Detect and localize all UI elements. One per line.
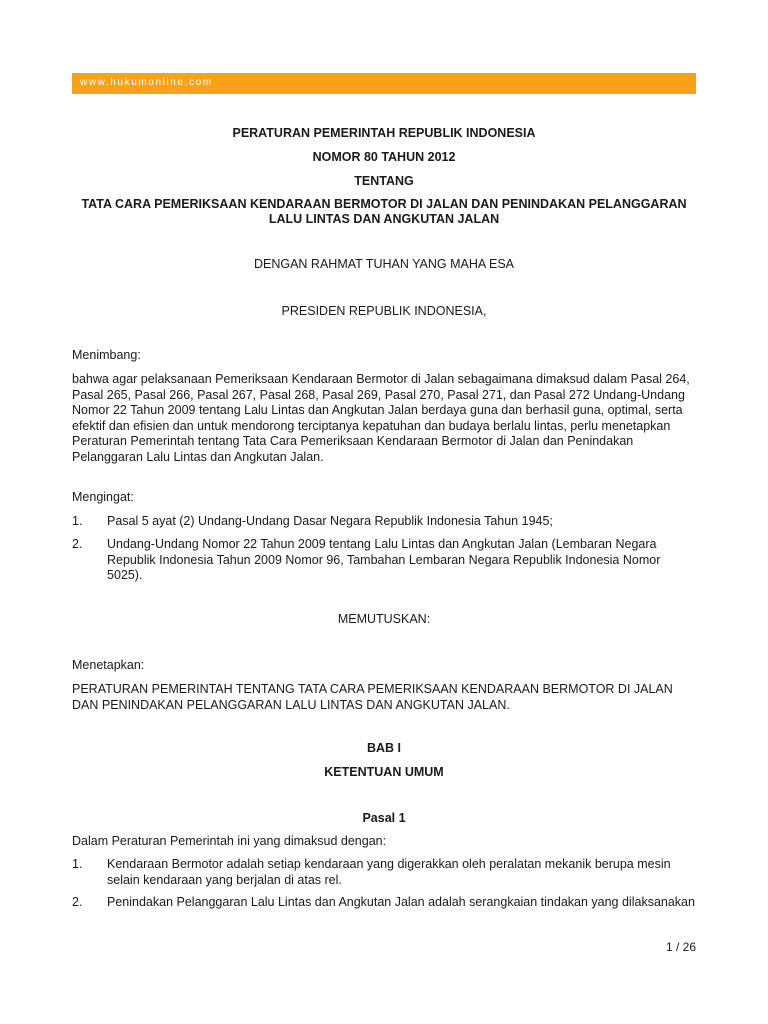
site-url: www.hukumonline.com — [80, 77, 213, 88]
pasal-1-title: Pasal 1 — [362, 811, 406, 825]
mengingat-item-2-line: Republik Indonesia Tahun 2009 Nomor 96, Tambahan Lembaran Negara Republik Indonesia Nomor — [107, 552, 661, 567]
mengingat-item-1-text — [107, 514, 697, 530]
menetapkan-text — [72, 682, 696, 713]
menimbang-line: efektif dan efisien dan untuk mendorong terciptanya kepatuhan dan budaya berlalu lintas, perlu menetapkan — [72, 418, 671, 433]
menimbang-line: Peraturan Pemerintah tentang Tata Cara Pemeriksaan Kendaraan Bermotor di Jalan dan Penindakan — [72, 434, 634, 448]
menimbang-line: Pasal 265, Pasal 266, Pasal 267, Pasal 268, Pasal 269, Pasal 270, Pasal 271, dan Pasal 272 Undang-Undang — [72, 387, 685, 402]
rahmat-line: DENGAN RAHMAT TUHAN YANG MAHA ESA — [253, 257, 514, 271]
pasal-1-item-1-line: selain kendaraan yang berjalan di atas rel. — [107, 872, 342, 887]
title-line-4b: LALU LINTAS DAN ANGKUTAN JALAN — [268, 212, 500, 226]
mengingat-item-2-text — [107, 537, 697, 584]
title-line-4a: TATA CARA PEMERIKSAAN KENDARAAN BERMOTOR DI JALAN DAN PENINDAKAN PELANGGARAN — [81, 197, 687, 211]
pasal-1-item-2-text — [107, 895, 697, 911]
menimbang-label: Menimbang: — [72, 348, 141, 362]
menimbang-line: bahwa agar pelaksanaan Pemeriksaan Kendaraan Bermotor di Jalan sebagaimana dimaksud dalam Pasal 264, — [72, 372, 690, 386]
title-line-2: NOMOR 80 TAHUN 2012 — [312, 150, 456, 164]
bab-subtitle: KETENTUAN UMUM — [324, 765, 444, 779]
pasal-1-item-1-text — [107, 857, 697, 888]
mengingat-item-2-number: 2. — [72, 537, 83, 551]
mengingat-item-1-line: Pasal 5 ayat (2) Undang-Undang Dasar Negara Republik Indonesia Tahun 1945; — [107, 514, 553, 528]
menimbang-text — [72, 372, 696, 465]
pasal-1-intro: Dalam Peraturan Pemerintah ini yang dimaksud dengan: — [72, 834, 387, 848]
mengingat-item-2-line: 5025). — [107, 568, 143, 582]
page-number: 1 / 26 — [665, 940, 696, 954]
memutuskan-line: MEMUTUSKAN: — [337, 612, 431, 626]
menetapkan-label: Menetapkan: — [72, 658, 145, 672]
mengingat-label: Mengingat: — [72, 490, 134, 504]
site-banner — [72, 73, 696, 94]
bab-title: BAB I — [366, 741, 402, 755]
mengingat-item-2-line: Undang-Undang Nomor 22 Tahun 2009 tentang Lalu Lintas dan Angkutan Jalan (Lembaran Negara — [107, 537, 657, 551]
menimbang-line: Pelanggaran Lalu Lintas dan Angkutan Jalan. — [72, 449, 324, 464]
title-line-1: PERATURAN PEMERINTAH REPUBLIK INDONESIA — [232, 126, 536, 140]
menimbang-line: Nomor 22 Tahun 2009 tentang Lalu Lintas dan Angkutan Jalan berdaya guna dan berhasil guna, optimal, serta — [72, 403, 683, 417]
pasal-1-item-1-line: Kendaraan Bermotor adalah setiap kendaraan yang digerakkan oleh peralatan mekanik berupa mesin — [107, 857, 671, 871]
mengingat-item-1-number: 1. — [72, 514, 83, 528]
pasal-1-item-2-number: 2. — [72, 895, 83, 909]
menetapkan-line: PERATURAN PEMERINTAH TENTANG TATA CARA PEMERIKSAAN KENDARAAN BERMOTOR DI JALAN — [72, 682, 673, 696]
pasal-1-item-1-number: 1. — [72, 857, 83, 871]
title-line-3: TENTANG — [354, 174, 414, 188]
menetapkan-line: DAN PENINDAKAN PELANGGARAN LALU LINTAS DAN ANGKUTAN JALAN. — [72, 697, 510, 712]
pasal-1-item-2-line: Penindakan Pelanggaran Lalu Lintas dan Angkutan Jalan adalah serangkaian tindakan yang dilaksanakan — [107, 895, 695, 909]
presiden-line: PRESIDEN REPUBLIK INDONESIA, — [281, 304, 487, 318]
